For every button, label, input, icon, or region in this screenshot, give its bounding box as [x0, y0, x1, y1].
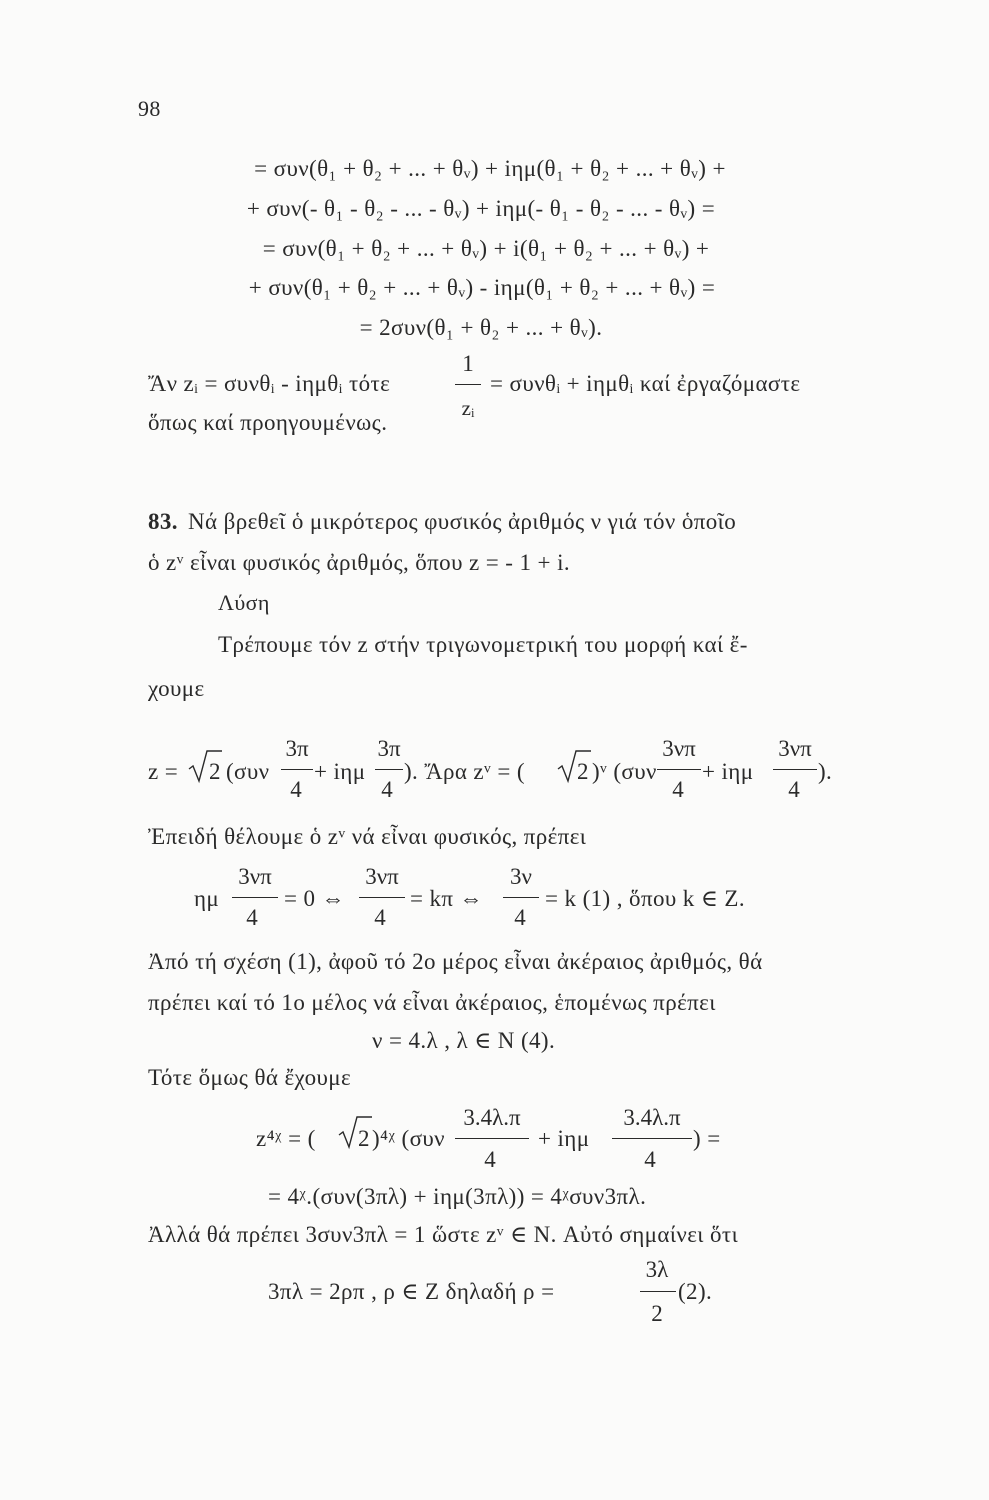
- rho-b: (2).: [678, 1279, 713, 1304]
- z-form-den-4: 4: [788, 777, 800, 802]
- condition-bar-1: [232, 897, 278, 898]
- condition-den-2: 4: [374, 905, 386, 930]
- from-text-2: πρέπει καί τό 1ο μέλος νά εἶναι ἀκέραιος, ἑπομένως πρέπει: [148, 990, 716, 1015]
- rho-num: 3λ: [645, 1257, 669, 1282]
- z-form-sqrt-value: 2: [209, 759, 221, 784]
- condition-num-1: 3νπ: [238, 864, 272, 889]
- condition-d: = k (1) , ὅπου k ∈ Z.: [545, 886, 746, 911]
- condition-num-2: 3νπ: [365, 864, 399, 889]
- z-form-bar-1: [281, 769, 313, 770]
- condition-num-3: 3ν: [510, 864, 532, 889]
- z-form-bar-4: [773, 769, 817, 770]
- z-form-num-2: 3π: [377, 736, 401, 761]
- problem-statement-2: ὁ zᵛ εἶναι φυσικός ἀριθμός, ὅπου z = - 1 + i.: [148, 550, 571, 575]
- but-text: Ἀλλά θά πρέπει 3συν3πλ = 1 ὥστε zᵛ ∈ N. Αὐτό σημαίνει ὅτι: [148, 1222, 739, 1247]
- note-fraction-bar: [455, 384, 481, 385]
- z-form-e: ). Ἄρα zᵛ = (: [404, 759, 525, 784]
- z-form-bar-3: [657, 769, 701, 770]
- rho-den: 2: [651, 1301, 663, 1326]
- condition-bar-2: [359, 897, 405, 898]
- z-form-a: z =: [148, 759, 179, 784]
- problem-number: 83.: [148, 509, 178, 534]
- then-text: Τότε ὅμως θά ἔχουμε: [148, 1065, 352, 1090]
- condition-a: ημ: [194, 886, 220, 911]
- z-form-bar-2: [375, 769, 403, 770]
- z4-bar-1: [455, 1138, 529, 1139]
- z-form-f: )ᵛ (συν: [592, 759, 657, 784]
- from-text-1: Ἀπό τή σχέση (1), ἀφοῦ τό 2ο μέρος εἶναι ἀκέραιος ἀριθμός, θά: [148, 949, 763, 974]
- note-text-2: = συνθᵢ + iημθᵢ καί ἐργαζόμαστε: [490, 371, 801, 396]
- z4-sqrt-value: 2: [358, 1126, 370, 1151]
- z-form-num-4: 3νπ: [778, 736, 812, 761]
- z4-b: )⁴ᵡ (συν: [372, 1126, 445, 1151]
- z-form-c: + iημ: [314, 759, 366, 784]
- z-form-b: (συν: [226, 759, 270, 784]
- z-form-num-1: 3π: [285, 736, 309, 761]
- problem-statement-1: Νά βρεθεῖ ὁ μικρότερος φυσικός ἀριθμός ν γιά τόν ὁποῖο: [188, 509, 737, 534]
- equation-line-1: = συν(θ₁ + θ₂ + ... + θᵥ) + iημ(θ₁ + θ₂ + ... + θᵥ) +: [254, 156, 726, 181]
- condition-b: = 0 ⇔: [284, 886, 345, 911]
- z-form-sqrt-value-2: 2: [577, 759, 589, 784]
- z-form-g: + iημ: [702, 759, 754, 784]
- z4-bar-2: [612, 1138, 692, 1139]
- condition-c: = kπ ⇔: [410, 886, 483, 911]
- condition-bar-3: [503, 897, 539, 898]
- z-form-den-1: 4: [290, 777, 302, 802]
- note-text-1: Ἄν zᵢ = συνθᵢ - iημθᵢ τότε: [148, 371, 391, 396]
- solution-intro-2: χουμε: [148, 676, 205, 701]
- z4-e: ) =: [693, 1126, 721, 1151]
- z4-a: z⁴ᵡ = (: [256, 1126, 316, 1151]
- z4-den-1: 4: [484, 1147, 496, 1172]
- equation-line-4: + συν(θ₁ + θ₂ + ... + θᵥ) - iημ(θ₁ + θ₂ + ... + θᵥ) =: [248, 275, 716, 300]
- z4-num-2: 3.4λ.π: [623, 1105, 681, 1130]
- note-fraction-denominator: zᵢ: [461, 396, 475, 420]
- z-form-den-3: 4: [672, 777, 684, 802]
- since-text: Ἐπειδή θέλουμε ὁ zᵛ νά εἶναι φυσικός, πρέπει: [148, 824, 587, 849]
- z4-line-2: = 4ᵡ.(συν(3πλ) + iημ(3πλ)) = 4ᵡσυν3πλ.: [268, 1184, 647, 1209]
- z4-den-2: 4: [644, 1147, 656, 1172]
- z4-num-1: 3.4λ.π: [463, 1105, 521, 1130]
- solution-intro-1: Τρέπουμε τόν z στήν τριγωνομετρική του μορφή καί ἔ-: [218, 632, 748, 657]
- equation-line-3: = συν(θ₁ + θ₂ + ... + θᵥ) + i(θ₁ + θ₂ + ... + θᵥ) +: [262, 236, 710, 261]
- equation-line-2: + συν(- θ₁ - θ₂ - ... - θᵥ) + iημ(- θ₁ - θ₂ - ... - θᵥ) =: [246, 196, 716, 221]
- z4-c: + iημ: [538, 1126, 590, 1151]
- rho-bar: [640, 1291, 676, 1292]
- condition-den-1: 4: [246, 905, 258, 930]
- condition-den-3: 4: [514, 905, 526, 930]
- note-fraction-numerator: 1: [462, 351, 474, 376]
- note-text-3: ὅπως καί προηγουμένως.: [148, 410, 388, 435]
- z-form-den-2: 4: [381, 777, 393, 802]
- n-form: ν = 4.λ , λ ∈ N (4).: [372, 1028, 556, 1053]
- solution-heading: Λύση: [218, 590, 270, 615]
- z-form-num-3: 3νπ: [662, 736, 696, 761]
- equation-line-5: = 2συν(θ₁ + θ₂ + ... + θᵥ).: [359, 315, 603, 340]
- page-number: 98: [138, 96, 161, 121]
- z-form-h: ).: [818, 759, 833, 784]
- rho-a: 3πλ = 2ρπ , ρ ∈ Z δηλαδή ρ =: [268, 1279, 555, 1304]
